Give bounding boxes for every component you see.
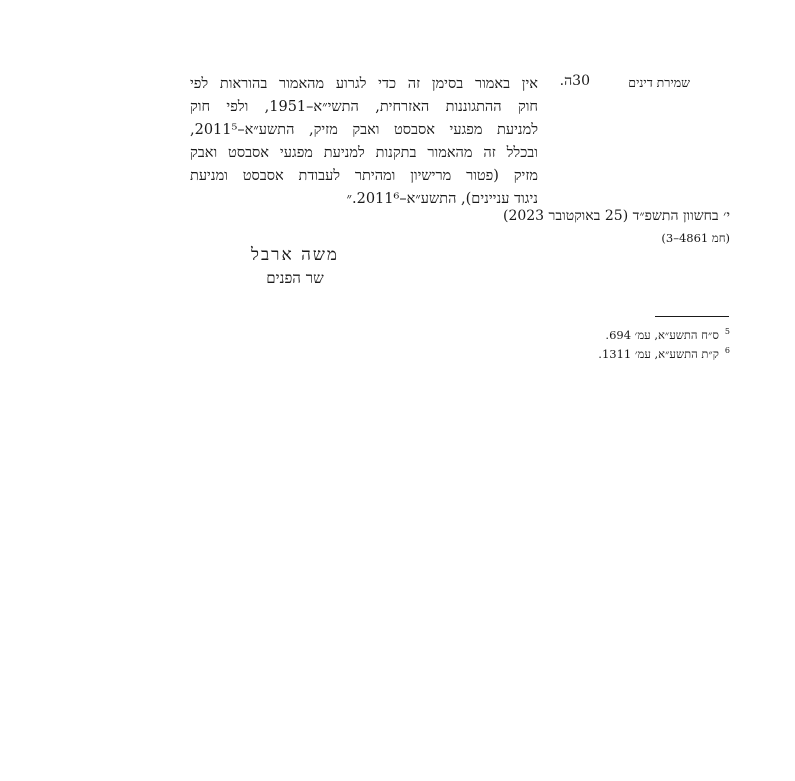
footnote-mark: 5 bbox=[724, 327, 730, 336]
reference-number: (חמ 4861–3) bbox=[661, 231, 730, 245]
section-line-4: ובכלל זה מהאמור בתקנות למניעת מפגעי אסבסט ואבק bbox=[190, 145, 538, 161]
footnote-text: ס״ח התשע״א, עמ׳ 694. bbox=[605, 327, 719, 342]
section-line-5: מזיק (פטור מרישיון ומהיתר לעבודת אסבסט ומניעת bbox=[190, 168, 538, 184]
section-line-1: אין באמור בסימן זה כדי לגרוע מהאמור בהוראות לפי bbox=[190, 76, 538, 92]
footnote-mark: 6 bbox=[724, 345, 730, 355]
footnotes bbox=[540, 324, 730, 362]
footnote-divider bbox=[655, 316, 729, 317]
signer-title: שר הפנים bbox=[266, 269, 324, 287]
signer-name: משה ארבל bbox=[251, 245, 339, 265]
signing-date: י׳ בחשוון התשפ״ד (25 באוקטובר 2023) bbox=[502, 208, 730, 224]
margin-note: שמירת דינים bbox=[628, 75, 690, 90]
section-line-2: חוק ההתגוננות האזרחית, התשי״א–1951, ולפי חוק bbox=[190, 99, 538, 115]
footnote-text: ק״ת התשע״א, עמ׳ 1311. bbox=[598, 346, 719, 361]
footnote-item bbox=[540, 343, 730, 362]
section-body bbox=[190, 73, 538, 211]
section-number: 30ה. bbox=[559, 73, 590, 89]
section-line-3: למניעת מפגעי אסבסט ואבק מזיק, התשע״א–2011⁵, bbox=[190, 122, 538, 138]
footnote-item bbox=[540, 324, 730, 343]
section-line-6: ניגוד עניינים), התשע״א–2011⁶.״ bbox=[346, 191, 538, 207]
